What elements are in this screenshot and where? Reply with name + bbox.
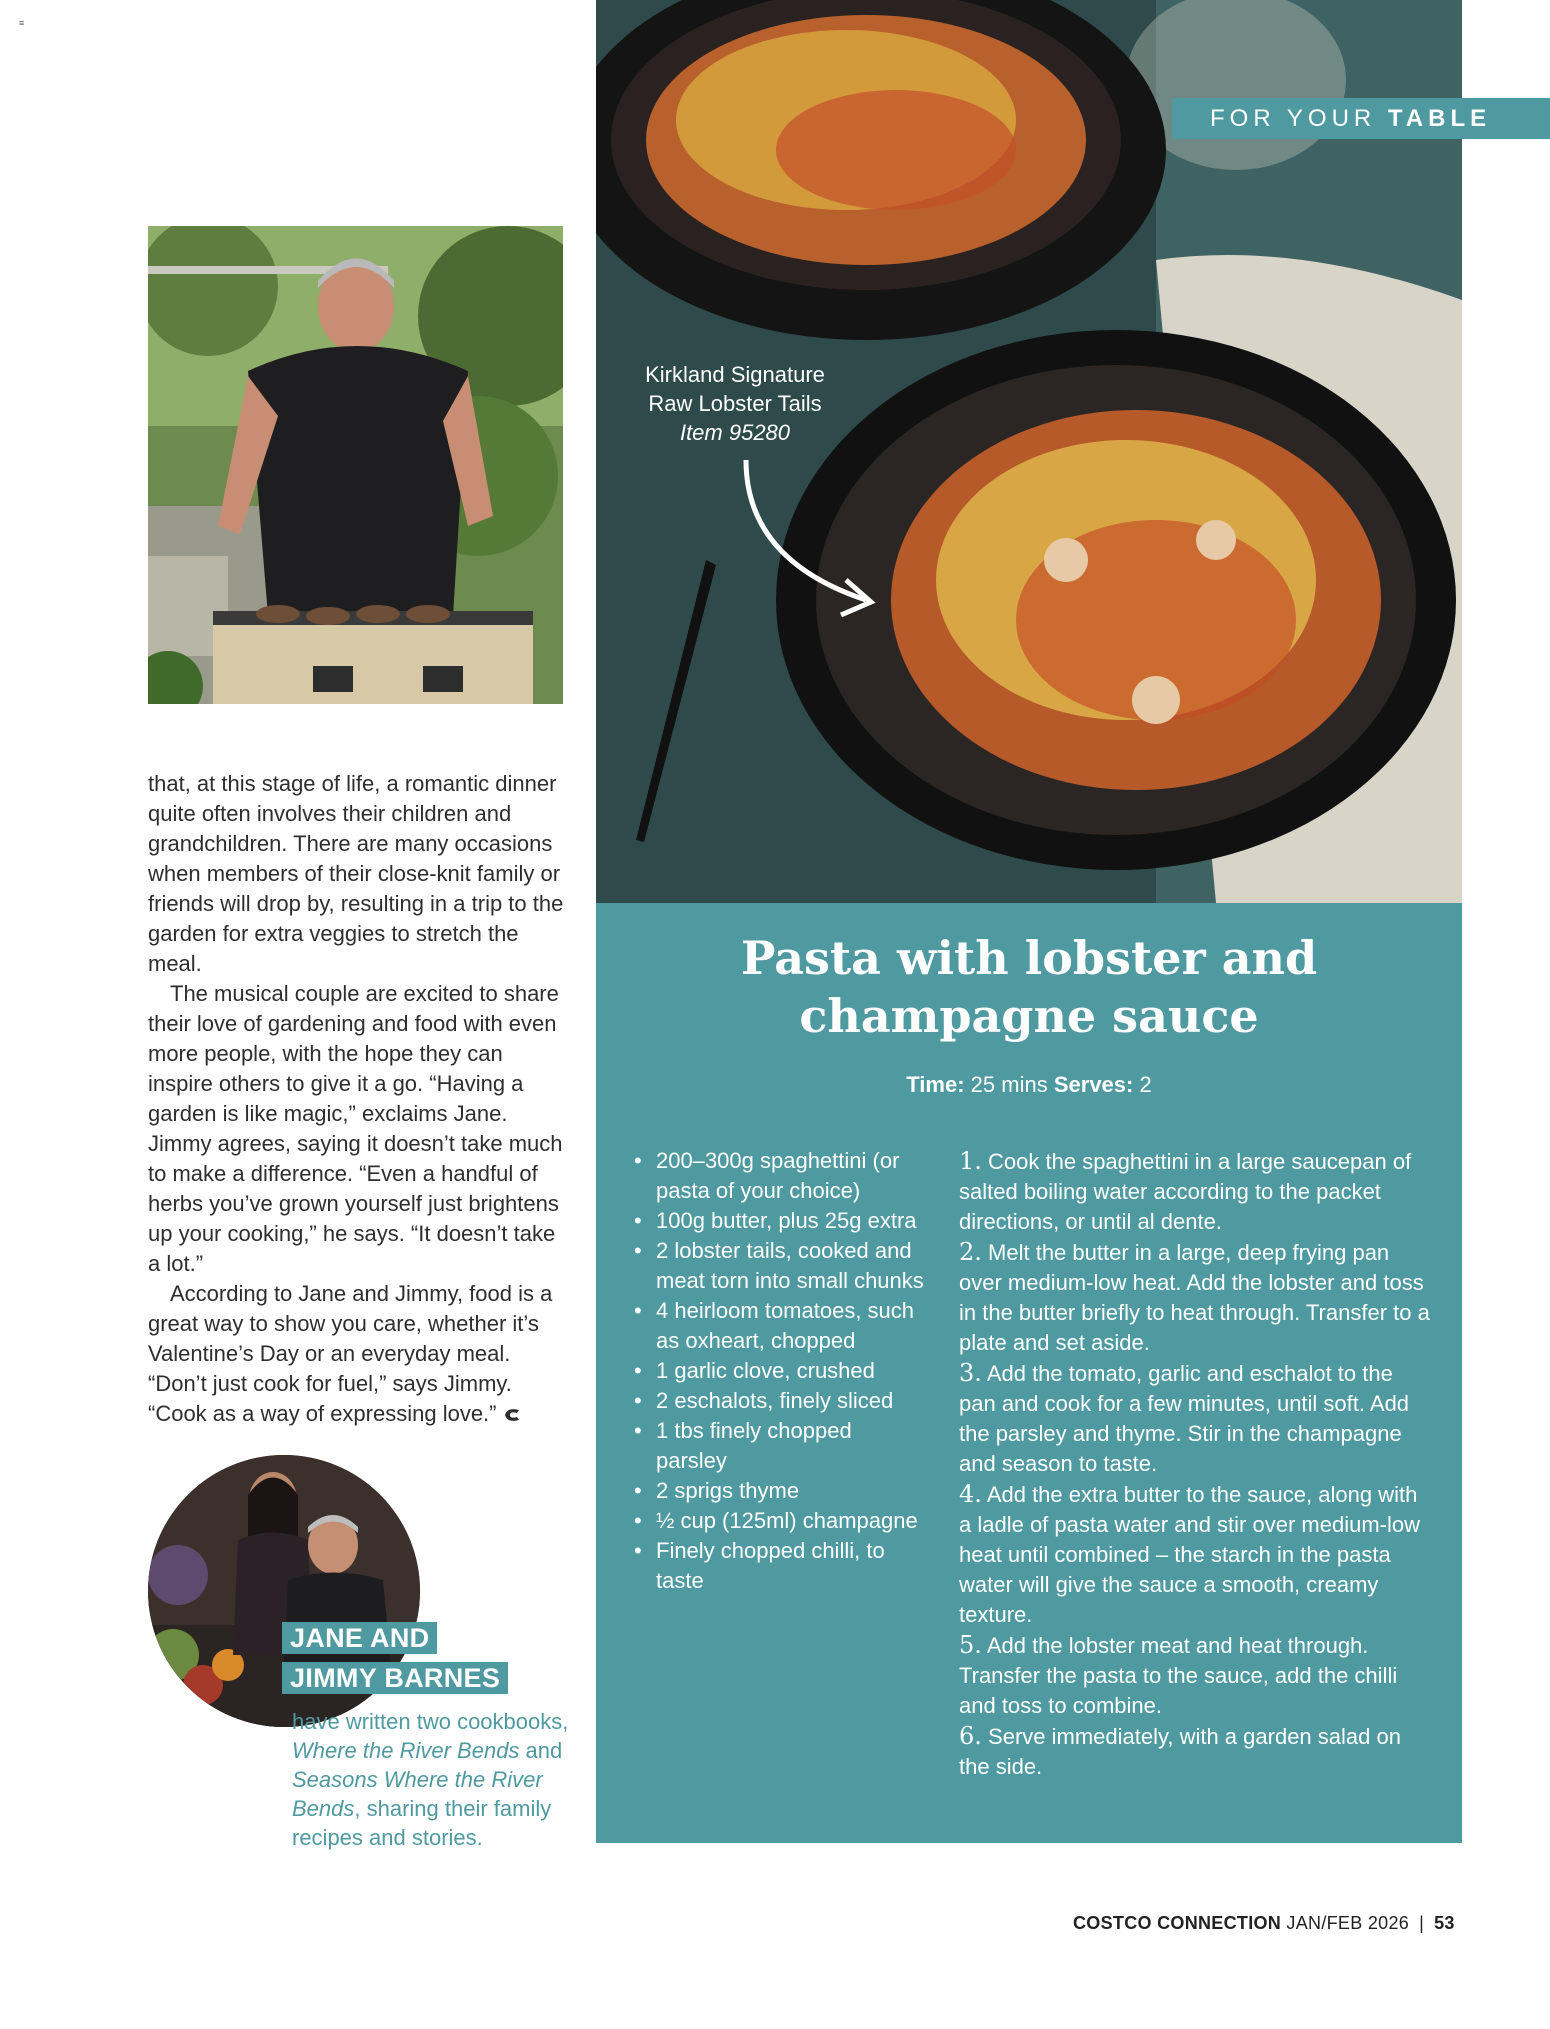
step-text: Add the lobster meat and heat through. Transfer the pasta to the sauce, add the chilli and toss to combine.	[959, 1633, 1398, 1718]
time-value: 25 mins	[970, 1072, 1048, 1097]
product-caption	[630, 360, 840, 447]
ingredient-item: • 200–300g spaghettini (or pasta of your choice)	[634, 1146, 924, 1206]
serves-value: 2	[1139, 1072, 1152, 1097]
step-text: Add the extra butter to the sauce, along with a ladle of pasta water and stir over medium-low heat until combined – the starch in the pasta water will give the sauce a smooth, creamy texture.	[959, 1482, 1420, 1627]
article-paragraph	[148, 1279, 568, 1429]
section-tag-bold: TABLE	[1387, 105, 1492, 132]
ingredients-list	[634, 1146, 924, 1596]
ingredient-item: • 2 eschalots, finely sliced	[634, 1386, 924, 1416]
step-number: 3.	[959, 1359, 982, 1387]
caption-line: Kirkland Signature	[645, 362, 825, 387]
method-step	[959, 1721, 1434, 1782]
step-number: 1.	[959, 1147, 982, 1175]
page-footer	[1073, 1911, 1455, 1935]
author-name-line2: JIMMY BARNES	[282, 1662, 508, 1694]
footer-separator: |	[1419, 1913, 1425, 1933]
step-number: 6.	[959, 1722, 982, 1750]
ingredient-item: • 1 garlic clove, crushed	[634, 1356, 924, 1386]
ingredient-item: • 2 sprigs thyme	[634, 1476, 924, 1506]
page-number: 53	[1434, 1913, 1455, 1933]
photo-man-grilling	[148, 226, 563, 704]
ingredient-item: • 100g butter, plus 25g extra	[634, 1206, 924, 1236]
recipe-title	[596, 929, 1462, 1045]
ingredient-item: • 1 tbs finely chopped parsley	[634, 1416, 924, 1476]
time-label: Time:	[906, 1072, 965, 1097]
recipe-panel	[596, 903, 1462, 1843]
caption-line: Raw Lobster Tails	[648, 391, 822, 416]
section-tag-light: FOR YOUR	[1210, 105, 1377, 132]
author-blurb-text: have written two cookbooks,	[292, 1709, 569, 1734]
step-text: Cook the spaghettini in a large saucepan of salted boiling water according to the packet directions, or until al dente.	[959, 1149, 1412, 1234]
step-text: Melt the butter in a large, deep frying pan over medium-low heat. Add the lobster and toss in the butter briefly to heat through. Transfer to a plate and set aside.	[959, 1240, 1430, 1355]
method-step	[959, 1237, 1434, 1358]
magazine-name: COSTCO CONNECTION	[1073, 1913, 1282, 1933]
method-step	[959, 1146, 1434, 1237]
issue-date: JAN/FEB 2026	[1286, 1913, 1410, 1933]
step-number: 2.	[959, 1238, 982, 1266]
book-title: Where the River Bends	[292, 1738, 520, 1763]
step-text: Add the tomato, garlic and eschalot to the pan and cook for a few minutes, until soft. Add the parsley and thyme. Stir in the champagne and season to taste.	[959, 1361, 1410, 1476]
recipe-meta	[596, 1071, 1462, 1099]
ingredient-item: • Finely chopped chilli, to taste	[634, 1536, 924, 1596]
article-body	[148, 769, 568, 1429]
end-of-article-icon	[503, 1408, 521, 1422]
serves-label: Serves:	[1053, 1072, 1134, 1097]
step-number: 5.	[959, 1631, 982, 1659]
author-blurb	[292, 1707, 582, 1852]
section-tag	[1172, 98, 1550, 139]
ingredient-item: • ½ cup (125ml) champagne	[634, 1506, 924, 1536]
ingredient-item: • 4 heirloom tomatoes, such as oxheart, chopped	[634, 1296, 924, 1356]
article-paragraph: that, at this stage of life, a romantic dinner quite often involves their children and grandchildren. There are many occasions when members of their close-knit family or friends will drop by, resulting in a trip to the garden for extra veggies to stretch the meal.	[148, 771, 564, 976]
recipe-title-line: Pasta with lobster and	[740, 931, 1318, 985]
menu-mark: ≡	[19, 18, 25, 28]
method-step	[959, 1358, 1434, 1479]
article-paragraph-text: According to Jane and Jimmy, food is a great way to show you care, whether it’s Valentine’s Day or an everyday meal. “Don’t just cook for fuel,” says Jimmy. “Cook as a way of expressing love.”	[148, 1281, 553, 1426]
method-step	[959, 1630, 1434, 1721]
method-steps	[959, 1146, 1434, 1782]
step-number: 4.	[959, 1480, 982, 1508]
ingredient-item: • 2 lobster tails, cooked and meat torn into small chunks	[634, 1236, 924, 1296]
author-blurb-text: and	[519, 1738, 563, 1763]
article-paragraph: The musical couple are excited to share their love of gardening and food with even more people, with the hope they can inspire others to give it a go. “Having a garden is like magic,” exclaims Jane. Jimmy agrees, saying it doesn’t take much to make a difference. “Even a handful of herbs you’ve grown yourself just brightens up your cooking,” he says. “It doesn’t take a lot.”	[148, 981, 563, 1276]
recipe-title-line: champagne sauce	[799, 989, 1259, 1043]
book-title: Seasons Where the River Bends	[292, 1767, 543, 1821]
step-text: Serve immediately, with a garden salad on the side.	[959, 1724, 1401, 1779]
method-step	[959, 1479, 1434, 1630]
author-blurb-text: , sharing their family recipes and stories.	[292, 1796, 552, 1850]
author-name-line1: JANE AND	[282, 1622, 437, 1654]
caption-item-number: Item 95280	[679, 420, 791, 445]
